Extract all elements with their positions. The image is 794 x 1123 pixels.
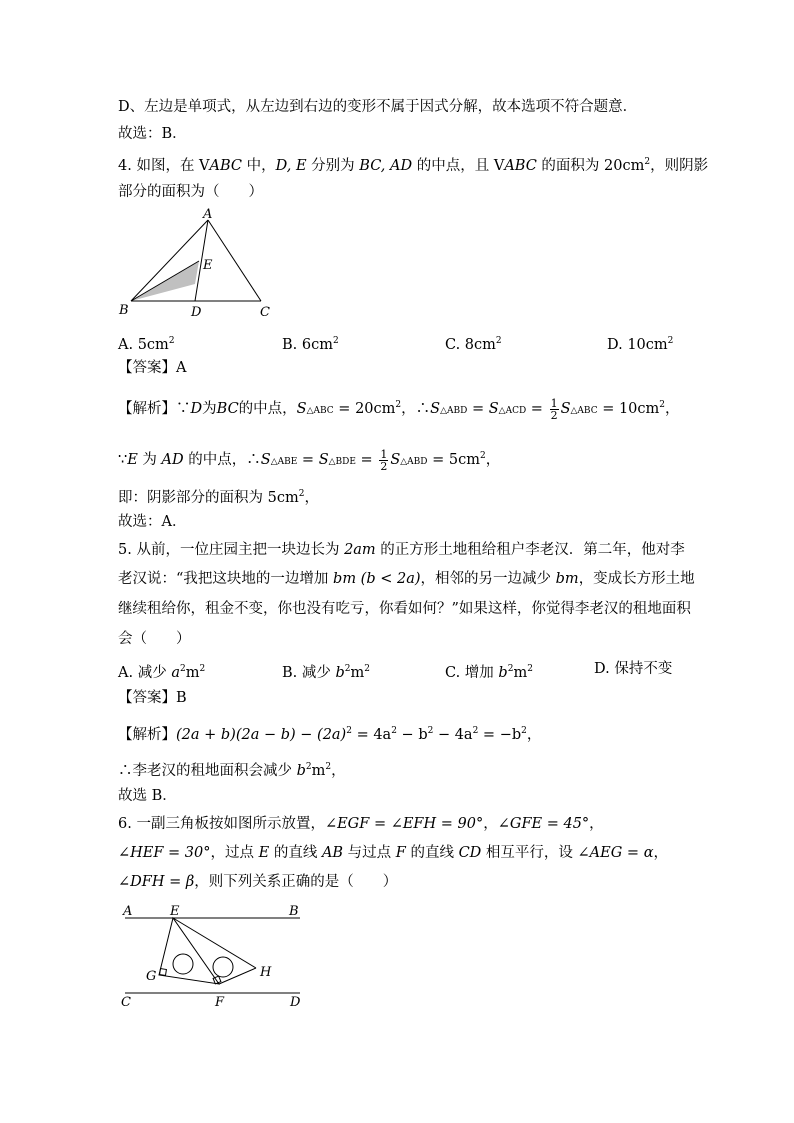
label-G: G — [146, 969, 157, 984]
label-H: H — [260, 965, 272, 980]
triangle-figure — [115, 205, 275, 320]
q4-explanation-3: 即：阴影部分的面积为 $5cm^2$， — [118, 489, 319, 506]
q4-explanation-4: 故选：A． — [118, 514, 187, 530]
question-6-line-2: ∠HEF = 30°，过点 E 的直线 AB 与过点 F 的直线 CD 相互平行，设 ∠AEG = α， — [118, 845, 668, 861]
q4-option-b: B. $6cm^2$ — [282, 336, 339, 353]
q5-explanation-3: 故选 B． — [118, 788, 177, 804]
label-F: F — [215, 995, 225, 1010]
label-A: A — [123, 904, 133, 919]
label-C: C — [121, 995, 131, 1010]
question-4-stem: 4. 如图，在 VABC 中，D, E 分别为 BC, AD 的中点，且 VABC 的面积为 $20cm^2$，则阴影 — [118, 157, 709, 174]
question-4-stem-cont: 部分的面积为（ ） — [118, 184, 263, 200]
q5-explanation-1: 【解析】$(2a + b)(2a - b) - (2a)^2 = 4a^2 - b^2 - 4a^2 = -b^2$， — [118, 726, 542, 743]
q5-answer: 【答案】B — [118, 690, 187, 706]
label-B: B — [289, 904, 299, 919]
q5-option-a: A. 减少 $a^2m^2$ — [118, 664, 206, 681]
label-D: D — [191, 305, 202, 320]
set-square-figure — [115, 898, 315, 1013]
label-A: A — [203, 207, 213, 222]
label-B: B — [119, 303, 129, 318]
q4-answer: 【答案】A — [118, 360, 187, 376]
text-line: 故选：B． — [118, 126, 187, 142]
question-6-line-3: ∠DFH = β，则下列关系正确的是（ ） — [118, 874, 398, 890]
text-line: D、左边是单项式，从左边到右边的变形不属于因式分解，故本选项不符合题意． — [118, 99, 638, 115]
question-5-line-3: 继续租给你，租金不变，你也没有吃亏，你看如何？”如果这样，你觉得李老汉的租地面积 — [118, 601, 691, 617]
q4-option-d: D. $10cm^2$ — [607, 336, 674, 353]
question-5-line-4: 会（ ） — [118, 631, 191, 647]
question-5-line-2: 老汉说：“我把这块地的一边增加 bm (b < 2a)，相邻的另一边减少 bm，变成长方形土地 — [118, 571, 695, 587]
label-E: E — [170, 904, 180, 919]
q5-explanation-2: ∴李老汉的租地面积会减少 $b^2m^2$， — [118, 762, 346, 779]
fraction-half: $\frac{1}{2}$ — [550, 396, 558, 422]
label-D: D — [290, 995, 301, 1010]
question-6-line-1: 6. 一副三角板按如图所示放置，∠EGF = ∠EFH = 90°，∠GFE = 45°， — [118, 816, 604, 832]
q5-option-b: B. 减少 $b^2m^2$ — [282, 664, 370, 681]
q4-explanation-2: ∵E 为 AD 的中点，∴S△ABE = S△BDE = $\frac{1}{2}$ S△ABD = $5cm^2$， — [118, 447, 501, 473]
question-5-line-1: 5. 从前，一位庄园主把一块边长为 2am 的正方形土地租给租户李老汉．第二年，他对李 — [118, 542, 685, 558]
fraction-half: $\frac{1}{2}$ — [380, 447, 388, 473]
q4-explanation-1: 【解析】∵D为BC的中点，S△ABC = $20cm^2$，∴S△ABD = S△ACD = $\frac{1}{2}$ S△ABC = $10cm^2$， — [118, 396, 680, 422]
q5-option-d: D. 保持不变 — [594, 661, 673, 677]
label-E: E — [203, 258, 213, 273]
q5-option-c: C. 增加 $b^2m^2$ — [445, 664, 533, 681]
q4-option-a: A. $5cm^2$ — [118, 336, 175, 353]
label-C: C — [260, 305, 270, 320]
q4-option-c: C. $8cm^2$ — [445, 336, 502, 353]
